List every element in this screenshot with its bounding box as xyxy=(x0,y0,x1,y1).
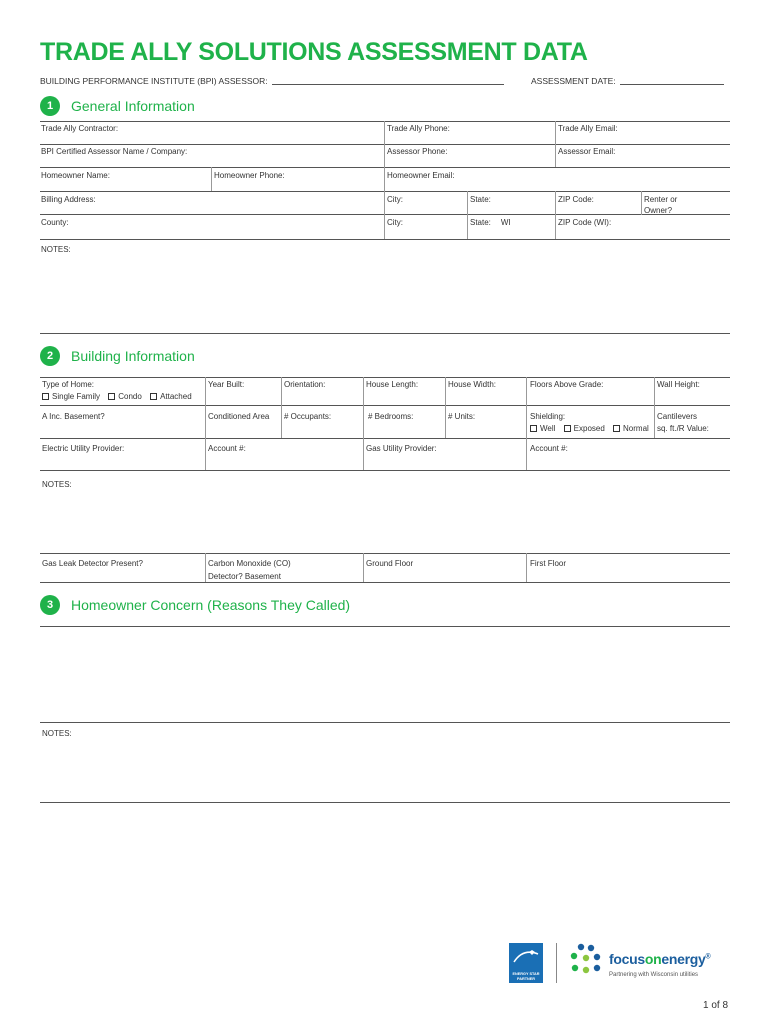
well-checkbox[interactable] xyxy=(530,425,537,432)
brand-reg: ® xyxy=(705,953,711,961)
homeowner-email-field[interactable]: Homeowner Email: xyxy=(387,171,455,180)
exposed-label: Exposed xyxy=(573,424,605,433)
type-of-home-label: Type of Home: xyxy=(42,380,95,389)
divider xyxy=(40,802,730,803)
divider xyxy=(40,722,730,723)
energy-star-curve-icon xyxy=(513,950,539,964)
divider xyxy=(40,121,730,122)
column-divider xyxy=(555,191,556,239)
column-divider xyxy=(654,377,655,438)
shielding-options xyxy=(530,423,649,435)
electric-account-field[interactable]: Account #: xyxy=(208,444,246,453)
focus-on-energy-dots-icon xyxy=(569,943,605,979)
single-family-checkbox[interactable] xyxy=(42,393,49,400)
shielding-label: Shielding: xyxy=(530,412,566,421)
brand-focus: focus xyxy=(609,951,645,967)
notes-label: NOTES: xyxy=(42,729,72,738)
section-3-header xyxy=(40,595,350,615)
divider xyxy=(40,333,730,334)
trade-ally-contractor-field[interactable]: Trade Ally Contractor: xyxy=(41,124,119,133)
divider xyxy=(40,470,730,471)
column-divider xyxy=(205,377,206,470)
column-divider xyxy=(363,377,364,470)
county-field[interactable]: County: xyxy=(41,218,69,227)
normal-checkbox[interactable] xyxy=(613,425,620,432)
column-divider xyxy=(641,191,642,215)
divider xyxy=(40,377,730,378)
brand-tagline: Partnering with Wisconsin utilities xyxy=(609,972,699,978)
basement-field[interactable]: A Inc. Basement? xyxy=(42,412,105,421)
well-label: Well xyxy=(540,424,556,433)
condo-checkbox[interactable] xyxy=(108,393,115,400)
assessor-input[interactable] xyxy=(272,84,504,85)
divider xyxy=(40,167,730,168)
first-floor-field[interactable]: First Floor xyxy=(530,559,566,568)
conditioned-area-field[interactable]: Conditioned Area xyxy=(208,412,270,421)
column-divider xyxy=(281,377,282,438)
notes-label: NOTES: xyxy=(42,480,72,489)
column-divider xyxy=(363,553,364,582)
state-label: State: xyxy=(470,218,491,227)
co-detector-field[interactable]: Carbon Monoxide (CO) xyxy=(208,559,291,568)
form-title: TRADE ALLY SOLUTIONS ASSESSMENT DATA xyxy=(40,38,588,66)
assessor-label: BUILDING PERFORMANCE INSTITUTE (BPI) ASSESSOR: xyxy=(40,76,268,86)
section-title: Building Information xyxy=(71,348,195,364)
focus-on-energy-logo xyxy=(609,951,710,967)
energy-star-logo xyxy=(509,943,543,983)
trade-ally-email-field[interactable]: Trade Ally Email: xyxy=(558,124,618,133)
notes-label: NOTES: xyxy=(41,245,71,254)
divider xyxy=(40,553,730,554)
column-divider xyxy=(526,553,527,582)
logo-divider xyxy=(556,943,557,983)
page-number: 1 of 8 xyxy=(703,1000,729,1011)
type-of-home-options xyxy=(42,391,192,403)
house-length-field[interactable]: House Length: xyxy=(366,380,419,389)
billing-address-field[interactable]: Billing Address: xyxy=(41,195,96,204)
units-field[interactable]: # Units: xyxy=(448,412,476,421)
condo-label: Condo xyxy=(118,392,142,401)
energy-star-text xyxy=(510,972,542,981)
column-divider xyxy=(384,121,385,239)
assessor-email-field[interactable]: Assessor Email: xyxy=(558,147,616,156)
divider xyxy=(40,239,730,240)
column-divider xyxy=(205,553,206,582)
orientation-field[interactable]: Orientation: xyxy=(284,380,326,389)
floors-above-grade-field[interactable]: Floors Above Grade: xyxy=(530,380,604,389)
date-line xyxy=(531,76,724,86)
attached-checkbox[interactable] xyxy=(150,393,157,400)
wall-height-field[interactable]: Wall Height: xyxy=(657,380,700,389)
normal-label: Normal xyxy=(623,424,649,433)
gas-account-field[interactable]: Account #: xyxy=(530,444,568,453)
state-field[interactable]: State: xyxy=(470,195,491,204)
column-divider xyxy=(467,191,468,239)
bpi-assessor-field[interactable]: BPI Certified Assessor Name / Company: xyxy=(41,147,188,156)
energy-star-line1: ENERGY STAR xyxy=(512,972,540,976)
assessor-phone-field[interactable]: Assessor Phone: xyxy=(387,147,448,156)
brand-energy: energy xyxy=(661,951,706,967)
house-width-field[interactable]: House Width: xyxy=(448,380,497,389)
date-label: ASSESSMENT DATE: xyxy=(531,76,616,86)
zip-wi-field[interactable]: ZIP Code (WI): xyxy=(558,218,612,227)
city-field[interactable]: City: xyxy=(387,195,403,204)
electric-utility-field[interactable]: Electric Utility Provider: xyxy=(42,444,125,453)
divider xyxy=(40,405,730,406)
ground-floor-field[interactable]: Ground Floor xyxy=(366,559,414,568)
bedrooms-field[interactable]: # Bedrooms: xyxy=(368,412,414,421)
section-1-header xyxy=(40,96,195,116)
divider xyxy=(40,582,730,583)
homeowner-phone-field[interactable]: Homeowner Phone: xyxy=(214,171,285,180)
column-divider xyxy=(555,121,556,167)
attached-label: Attached xyxy=(160,392,192,401)
trade-ally-phone-field[interactable]: Trade Ally Phone: xyxy=(387,124,450,133)
co-detector-label: Detector? Basement xyxy=(208,572,281,581)
sqft-rvalue-label: sq. ft./R Value: xyxy=(657,424,709,433)
renter-owner-label[interactable]: Renter or xyxy=(644,195,678,204)
date-input[interactable] xyxy=(620,84,724,85)
cantilevers-label[interactable]: Cantilevers xyxy=(657,412,698,421)
state-value: WI xyxy=(500,218,511,227)
column-divider xyxy=(526,377,527,470)
state-field[interactable] xyxy=(470,217,511,229)
column-divider xyxy=(445,377,446,438)
gas-leak-detector-field[interactable]: Gas Leak Detector Present? xyxy=(42,559,143,568)
section-number: 2 xyxy=(40,346,60,366)
homeowner-name-field[interactable]: Homeowner Name: xyxy=(41,171,110,180)
city-field[interactable]: City: xyxy=(387,218,403,227)
divider xyxy=(40,144,730,145)
section-number: 3 xyxy=(40,595,60,615)
divider xyxy=(40,214,730,215)
section-title: General Information xyxy=(71,98,195,114)
single-family-label: Single Family xyxy=(52,392,101,401)
occupants-field[interactable]: # Occupants: xyxy=(284,412,332,421)
divider xyxy=(40,626,730,627)
column-divider xyxy=(211,167,212,191)
gas-utility-field[interactable]: Gas Utility Provider: xyxy=(366,444,437,453)
zip-field[interactable]: ZIP Code: xyxy=(558,195,594,204)
renter-owner-label: Owner? xyxy=(644,206,673,215)
assessor-line xyxy=(40,76,508,86)
divider xyxy=(40,191,730,192)
section-title: Homeowner Concern (Reasons They Called) xyxy=(71,597,351,613)
brand-on: on xyxy=(644,951,662,967)
year-built-field[interactable]: Year Built: xyxy=(208,380,245,389)
section-2-header xyxy=(40,346,195,366)
exposed-checkbox[interactable] xyxy=(564,425,571,432)
section-number: 1 xyxy=(40,96,60,116)
energy-star-line2: PARTNER xyxy=(516,976,536,981)
divider xyxy=(40,438,730,439)
